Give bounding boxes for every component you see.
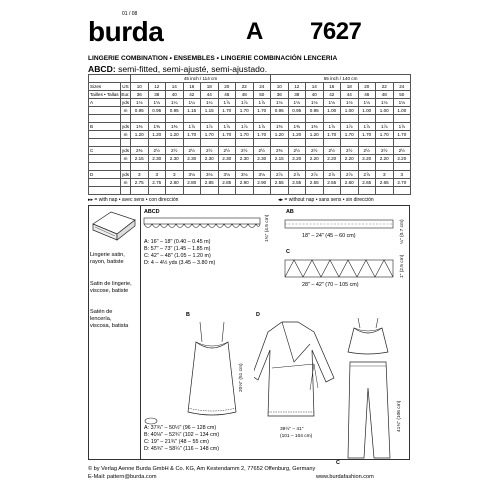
yardage-cell: 3⅛ <box>236 171 254 179</box>
meterage-cell: 2.65 <box>376 179 394 187</box>
yardage-cell: 2½ <box>376 147 394 155</box>
yardage-cell: 1⅞ <box>376 123 394 131</box>
view-row-label: C <box>89 147 121 155</box>
garment-title: LINGERIE COMBINATION • ENSEMBLES • LINGERIE COMBINACIÓN LENCERIA <box>88 55 338 62</box>
meterage-cell: 2.20 <box>358 155 376 163</box>
meterage-cell: 2.30 <box>201 155 219 163</box>
yardage-cell: 1⅞ <box>236 123 254 131</box>
meterage-cell: 2.55 <box>288 179 306 187</box>
email-line: E-Mail: pattern@burda.com <box>88 474 157 480</box>
meterage-cell: 1.70 <box>218 107 236 115</box>
meterage-cell: 2.55 <box>306 179 324 187</box>
lace-band-icon <box>284 259 396 279</box>
eur-size-cell: 36 <box>271 91 289 99</box>
meterage-cell: 2.55 <box>271 179 289 187</box>
us-size-cell: 14 <box>306 83 324 91</box>
table-row: B yds 1⅜ 1⅜ 1⅜ 1⅞ 1⅞ 1⅞ 1⅞ 1⅞ 1⅜ 1⅜ 1⅜ 1⅞ 1⅞ 1⅞ 1⅞ 1⅞ <box>89 123 411 131</box>
table-row: D yds 3 3 3 3⅛ 3⅛ 3⅛ 3⅛ 3⅛ 2⅞ 2⅞ 2⅞ 2⅞ 2⅞ 2⅞ 3 3 <box>89 171 411 179</box>
meterage-cell: 1.20 <box>271 131 289 139</box>
yardage-cell: 1⅜ <box>288 123 306 131</box>
us-size-cell: 20 <box>358 83 376 91</box>
yardage-cell: 1⅛ <box>148 99 166 107</box>
fabric-english: Lingerie satin, rayon, batiste <box>90 252 125 265</box>
yardage-cell: 1⅛ <box>288 99 306 107</box>
yardage-cell: 2½ <box>183 147 201 155</box>
table-us-size-row: Sizes US 10 12 14 16 18 20 22 24 10 12 14 16 18 20 22 24 <box>89 83 411 91</box>
yardage-cell: 2⅞ <box>306 171 324 179</box>
table-row: m 1.20 1.20 1.20 1.70 1.70 1.70 1.70 1.70 1.20 1.20 1.20 1.70 1.70 1.70 1.70 1.70 <box>89 131 411 139</box>
meterage-cell: 1.00 <box>358 107 376 115</box>
view-row-label: D <box>89 171 121 179</box>
us-size-cell: 12 <box>148 83 166 91</box>
eur-size-cell: 50 <box>253 91 271 99</box>
garment-width-lines: A: 37¾" – 50½" (96 – 128 cm) B: 40⅛" – 52¾" (102 – 134 cm) C: 19" – 21¾" (48 – 55 cm) D: 45¾" – 58¼" (116 – 148 cm) <box>144 425 220 452</box>
view-b-length: 20⅛" (51 cm) <box>239 363 244 392</box>
yardage-table <box>88 74 411 195</box>
meterage-cell: 2.15 <box>131 155 149 163</box>
yardage-cell: 2⅞ <box>271 171 289 179</box>
meterage-cell: 0.95 <box>131 107 149 115</box>
yardage-cell: 2½ <box>306 147 324 155</box>
yardage-cell: 3⅛ <box>201 171 219 179</box>
meterage-cell: 2.20 <box>376 155 394 163</box>
meterage-cell: 1.70 <box>253 107 271 115</box>
meterage-cell: 2.90 <box>236 179 254 187</box>
yardage-cell: 1¼ <box>166 99 184 107</box>
meterage-cell: 2.20 <box>288 155 306 163</box>
table-spacer-row <box>89 115 411 123</box>
yardage-cell: 1⅞ <box>393 123 411 131</box>
us-size-cell: 14 <box>166 83 184 91</box>
yardage-cell: 2⅞ <box>341 171 359 179</box>
meterage-cell: 2.85 <box>218 179 236 187</box>
us-size-cell: 22 <box>376 83 394 91</box>
table-row: m 2.15 2.30 2.30 2.30 2.30 2.30 2.30 2.30 2.15 2.20 2.20 2.20 2.20 2.20 2.20 2.20 <box>89 155 411 163</box>
yardage-cell: 2½ <box>218 147 236 155</box>
meterage-cell: 1.00 <box>376 107 394 115</box>
meterage-cell: 1.20 <box>288 131 306 139</box>
issue-number: 01 / 08 <box>122 11 138 17</box>
meterage-cell: 2.80 <box>166 179 184 187</box>
meterage-cell: 2.65 <box>358 179 376 187</box>
width-45-header: 45 inch / 114 cm <box>131 75 271 83</box>
view-letter: A <box>246 18 264 45</box>
view-row-label: B <box>89 123 121 131</box>
yardage-cell: 3 <box>148 171 166 179</box>
brand-logo: burda <box>88 16 164 47</box>
meterage-cell: 2.30 <box>183 155 201 163</box>
table-spacer-row <box>89 187 411 195</box>
waist-circumference-icon <box>144 417 158 425</box>
table-spacer-row <box>89 163 411 171</box>
meterage-cell: 1.15 <box>201 107 219 115</box>
yardage-cell: 3⅛ <box>253 171 271 179</box>
yardage-cell: 1⅜ <box>166 123 184 131</box>
eur-size-cell: 48 <box>236 91 254 99</box>
yardage-cell: 1⅞ <box>218 123 236 131</box>
view-c-length: 41¾" (106 cm) <box>397 400 402 432</box>
sizes-label-fr-es: Tailles • Tallas <box>90 92 119 97</box>
meterage-cell: 1.20 <box>166 131 184 139</box>
yardage-cell: 2½ <box>288 147 306 155</box>
us-size-cell: 24 <box>253 83 271 91</box>
us-size-cell: 22 <box>236 83 254 91</box>
yardage-cell: 1¼ <box>201 99 219 107</box>
yardage-cell: 1⅛ <box>341 99 359 107</box>
eur-size-cell: 50 <box>393 91 411 99</box>
fit-text: semi-fitted, semi-ajusté, semi-ajustado. <box>115 64 268 74</box>
fabric-spanish: Satén de lencería, viscosa, batista <box>90 309 129 329</box>
with-nap-icon: ▸▸ <box>88 197 94 203</box>
trim-c-height: 1" (2.5 cm) <box>400 254 405 278</box>
yardage-cell: 2½ <box>358 147 376 155</box>
table-row: m 2.75 2.75 2.80 2.80 2.85 2.85 2.90 2.90 2.55 2.55 2.55 2.55 2.60 2.65 2.65 2.70 <box>89 179 411 187</box>
meterage-cell: 2.20 <box>393 155 411 163</box>
yardage-cell: 2½ <box>201 147 219 155</box>
meterage-cell: 2.55 <box>323 179 341 187</box>
meterage-cell: 1.20 <box>131 131 149 139</box>
meterage-cell: 2.30 <box>236 155 254 163</box>
table-eur-size-row: Tailles • Tallas Eur. 36 38 40 42 44 46 48 50 36 38 40 42 44 46 48 50 <box>89 91 411 99</box>
yardage-cell: 2½ <box>323 147 341 155</box>
width-55-header: 55 inch / 140 cm <box>271 75 411 83</box>
meterage-cell: 1.70 <box>201 131 219 139</box>
eur-size-cell: 44 <box>341 91 359 99</box>
eur-size-cell: 38 <box>288 91 306 99</box>
lace-trim-icon <box>143 217 263 233</box>
yardage-cell: 1⅛ <box>306 99 324 107</box>
yardage-cell: 2⅜ <box>271 147 289 155</box>
table-width-row <box>89 75 411 83</box>
meterage-cell: 1.20 <box>148 131 166 139</box>
meterage-cell: 1.20 <box>306 131 324 139</box>
meterage-cell: 2.20 <box>306 155 324 163</box>
trim-abcd-height: 1¾" (4.5 cm) <box>265 214 270 242</box>
fabric-french: Satin de lingerie, viscose, batiste <box>90 281 132 294</box>
us-size-cell: 18 <box>201 83 219 91</box>
eur-size-cell: 40 <box>306 91 324 99</box>
yardage-cell: 2⅞ <box>323 171 341 179</box>
eur-size-cell: 44 <box>201 91 219 99</box>
trim-abcd-lines: A: 16" – 18" (0.40 – 0.45 m) B: 57" – 73" (1.45 – 1.85 m) C: 42" – 48" (1.05 – 1.20 m) D: 4 – 4½ yds (3.45 – 3.80 m) <box>144 239 216 266</box>
us-size-cell: 20 <box>218 83 236 91</box>
yardage-cell: 3 <box>131 171 149 179</box>
us-size-cell: 18 <box>341 83 359 91</box>
yardage-cell: 2⅞ <box>358 171 376 179</box>
meterage-cell: 2.75 <box>148 179 166 187</box>
yardage-cell: 1⅞ <box>253 99 271 107</box>
yardage-cell: 1⅞ <box>218 99 236 107</box>
eur-size-cell: 46 <box>358 91 376 99</box>
meterage-cell: 0.95 <box>306 107 324 115</box>
trim-ab-height: ¼" (0.7 cm) <box>400 219 405 244</box>
view-d-length: 39½" – 41" (101 – 104 cm) <box>280 427 313 439</box>
yardage-cell: 3 <box>376 171 394 179</box>
yardage-cell: 1⅛ <box>376 99 394 107</box>
us-size-cell: 16 <box>323 83 341 91</box>
yardage-cell: 3⅛ <box>218 171 236 179</box>
without-nap-legend: ◂▸ = without nap • sans sens • sin dirección <box>278 197 374 203</box>
yardage-cell: 1⅛ <box>131 99 149 107</box>
yardage-cell: 3 <box>166 171 184 179</box>
yardage-cell: 1¼ <box>183 99 201 107</box>
without-nap-icon: ◂▸ <box>278 197 284 203</box>
yardage-cell: 2⅞ <box>288 171 306 179</box>
eur-size-cell: 36 <box>131 91 149 99</box>
yardage-cell: 2½ <box>236 147 254 155</box>
us-size-cell: 10 <box>271 83 289 91</box>
yardage-cell: 1⅜ <box>271 123 289 131</box>
meterage-cell: 2.30 <box>166 155 184 163</box>
pattern-number: 7627 <box>310 18 362 45</box>
trim-c-label: C <box>286 249 290 255</box>
meterage-cell: 2.60 <box>341 179 359 187</box>
meterage-cell: 2.85 <box>201 179 219 187</box>
meterage-cell: 2.30 <box>148 155 166 163</box>
yardage-cell: 1⅛ <box>323 99 341 107</box>
meterage-cell: 2.75 <box>131 179 149 187</box>
meterage-cell: 1.70 <box>376 131 394 139</box>
fit-description <box>88 64 267 74</box>
meterage-cell: 1.00 <box>323 107 341 115</box>
meterage-cell: 2.80 <box>183 179 201 187</box>
yardage-cell: 1⅜ <box>306 123 324 131</box>
yardage-cell: 3 <box>393 171 411 179</box>
eur-size-cell: 38 <box>148 91 166 99</box>
meterage-cell: 2.20 <box>341 155 359 163</box>
meterage-cell: 1.70 <box>393 131 411 139</box>
meterage-cell: 0.95 <box>288 107 306 115</box>
copyright-line: © by Verlag Aenne Burda GmbH & Co. KG, Am Kestendamm 2, 77652 Offenburg, Germany <box>88 466 316 472</box>
yardage-cell: 1⅛ <box>393 99 411 107</box>
eur-size-cell: 40 <box>166 91 184 99</box>
table-spacer-row <box>89 139 411 147</box>
meterage-cell: 0.95 <box>148 107 166 115</box>
meterage-cell: 1.70 <box>236 131 254 139</box>
pants-sketch <box>346 358 392 462</box>
us-size-cell: 12 <box>288 83 306 91</box>
meterage-cell: 1.70 <box>358 131 376 139</box>
with-nap-legend: ▸▸ = with nap • avec sens • con dirección <box>88 197 179 203</box>
robe-sketch <box>254 318 340 422</box>
meterage-cell: 0.95 <box>166 107 184 115</box>
yardage-cell: 1⅞ <box>183 123 201 131</box>
pattern-envelope-back <box>88 12 410 488</box>
meterage-cell: 1.70 <box>253 131 271 139</box>
yardage-cell: 1⅜ <box>148 123 166 131</box>
yardage-cell: 2½ <box>148 147 166 155</box>
meterage-cell: 1.00 <box>393 107 411 115</box>
yardage-cell: 3⅛ <box>183 171 201 179</box>
yardage-cell: 1⅛ <box>358 99 376 107</box>
yardage-cell: 2½ <box>253 147 271 155</box>
yardage-cell: 2½ <box>341 147 359 155</box>
fabric-swatch-icon <box>91 210 137 246</box>
yardage-cell: 1⅞ <box>341 123 359 131</box>
view-d-label: D <box>256 312 260 318</box>
trim-ab-label: AB <box>286 209 294 215</box>
meterage-cell: 2.30 <box>218 155 236 163</box>
eur-size-cell: 42 <box>323 91 341 99</box>
meterage-cell: 1.15 <box>183 107 201 115</box>
trim-abcd-label: ABCD <box>144 209 160 215</box>
fabric-divider <box>140 205 141 460</box>
meterage-cell: 2.30 <box>253 155 271 163</box>
yardage-cell: 1⅞ <box>253 123 271 131</box>
eur-size-cell: 48 <box>376 91 394 99</box>
yardage-cell: 1⅜ <box>131 123 149 131</box>
yardage-cell: 1⅛ <box>271 99 289 107</box>
view-b-label: B <box>186 312 190 318</box>
eur-size-cell: 46 <box>218 91 236 99</box>
yardage-cell: 2½ <box>166 147 184 155</box>
slip-dress-sketch <box>184 320 240 420</box>
meterage-cell: 2.90 <box>253 179 271 187</box>
yardage-cell: 1⅞ <box>323 123 341 131</box>
trim-ab-width: 18" – 24" (45 – 60 cm) <box>302 233 356 239</box>
meterage-cell: 2.70 <box>393 179 411 187</box>
table-row: m 0.95 0.95 0.95 1.15 1.15 1.70 1.70 1.70 0.95 0.95 0.95 1.00 1.00 1.00 1.00 1.00 <box>89 107 411 115</box>
meterage-cell: 1.70 <box>183 131 201 139</box>
meterage-cell: 1.70 <box>218 131 236 139</box>
meterage-cell: 1.00 <box>341 107 359 115</box>
table-row: C yds 2⅜ 2½ 2½ 2½ 2½ 2½ 2½ 2½ 2⅜ 2½ 2½ 2½ 2½ 2½ 2½ 2½ <box>89 147 411 155</box>
yardage-cell: 1⅞ <box>358 123 376 131</box>
yardage-cell: 1⅞ <box>236 99 254 107</box>
trim-c-width: 28" – 42" (70 – 105 cm) <box>302 282 359 288</box>
website-line: www.burdafashion.com <box>316 474 374 480</box>
meterage-cell: 1.70 <box>236 107 254 115</box>
ribbon-trim-icon <box>284 218 396 232</box>
meterage-cell: 2.15 <box>271 155 289 163</box>
us-size-cell: 24 <box>393 83 411 91</box>
view-c-label: C <box>336 460 340 466</box>
eur-size-cell: 42 <box>183 91 201 99</box>
meterage-cell: 1.70 <box>323 131 341 139</box>
table-row: A yds 1⅛ 1⅛ 1¼ 1¼ 1¼ 1⅞ 1⅞ 1⅞ 1⅛ 1⅛ 1⅛ 1⅛ 1⅛ 1⅛ 1⅛ 1⅛ <box>89 99 411 107</box>
meterage-cell: 0.95 <box>271 107 289 115</box>
yardage-cell: 2½ <box>393 147 411 155</box>
fit-prefix: ABCD: <box>88 64 116 74</box>
meterage-cell: 2.20 <box>323 155 341 163</box>
sizes-label: Sizes <box>89 83 121 91</box>
yardage-cell: 2⅜ <box>131 147 149 155</box>
yardage-cell: 1⅞ <box>201 123 219 131</box>
meterage-cell: 1.70 <box>341 131 359 139</box>
view-row-label: A <box>89 99 121 107</box>
camisole-sketch <box>344 316 394 356</box>
us-size-cell: 10 <box>131 83 149 91</box>
us-size-cell: 16 <box>183 83 201 91</box>
